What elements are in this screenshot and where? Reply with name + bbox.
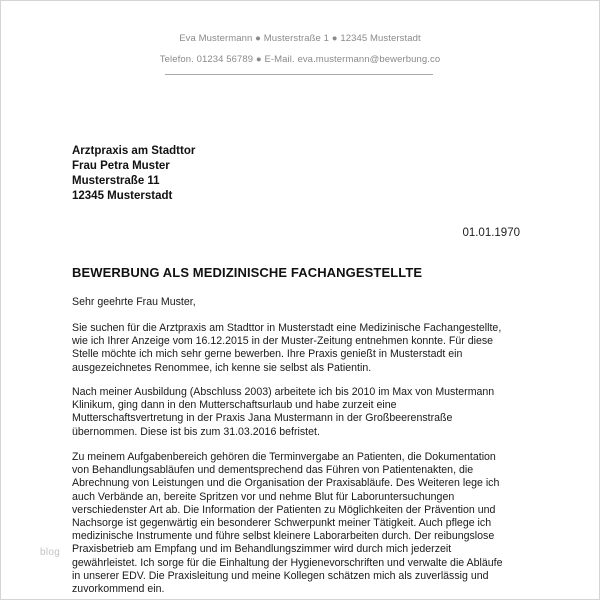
header-divider bbox=[165, 74, 433, 75]
text-line: wie ich Ihrer Anzeige vom 16.12.2015 in der Muster-Zeitung entnehmen konnte. Für diese bbox=[72, 335, 494, 348]
watermark: blog bbox=[40, 547, 61, 558]
text-line: gewährleistet. Ich sorge für die Einhaltung der Hygienevorschriften und verwalte die Abläufe bbox=[72, 556, 503, 569]
text-line: von Behandlungsabläufen und dementsprechend das Führen von Patientenakten, die bbox=[72, 464, 474, 477]
paragraph-tasks bbox=[72, 451, 542, 596]
sender-contact-line: Telefon. 01234 56789 ● E-Mail. eva.mustermann@bewerbung.co bbox=[159, 54, 441, 65]
letter-subject: BEWERBUNG ALS MEDIZINISCHE FACHANGESTELLTE bbox=[72, 265, 423, 280]
recipient-line: 12345 Musterstadt bbox=[72, 190, 173, 202]
text-line: zuvorkommend ein. bbox=[72, 583, 165, 596]
text-line: Klinikum, ging dann in den Mutterschaftsurlaub und habe zurzeit eine bbox=[72, 399, 397, 412]
recipient-line: Musterstraße 11 bbox=[72, 175, 160, 187]
text-line: Praxisbetrieb am Empfang und im Behandlungszimmer wird durch mich jederzeit bbox=[72, 543, 452, 556]
text-line: Nachsorge ist gegenwärtig ein besonderer Schwerpunkt meiner Tätigkeit. Auch pflege ich bbox=[72, 517, 492, 530]
sender-address-line: Eva Mustermann ● Musterstraße 1 ● 12345 Musterstadt bbox=[179, 33, 421, 44]
recipient-address bbox=[72, 144, 195, 204]
text-line: auch Verbände an, bereite Spritzen vor und nehme Blut für Laboruntersuchungen bbox=[72, 490, 455, 503]
text-line: in unserer EDV. Die Praxisleitung und meine Kollegen schätzen mich als zuverlässig und bbox=[72, 569, 489, 582]
salutation: Sehr geehrte Frau Muster, bbox=[72, 296, 196, 308]
recipient-line: Arztpraxis am Stadttor bbox=[72, 145, 196, 157]
text-line: Sie suchen für die Arztpraxis am Stadttor in Musterstadt eine Medizinische Fachangestellte, bbox=[72, 322, 502, 334]
text-line: Stelle möchte ich mich sehr gerne bewerben. Ihre Praxis genießt in Musterstadt ein bbox=[72, 348, 463, 361]
text-line: übernommen. Diese ist bis zum 31.03.2016 befristet. bbox=[72, 425, 320, 438]
text-line: medizinische Instrumente und führe selbst kleinere Laborarbeiten durch. Der reibungslose bbox=[72, 530, 495, 543]
text-line: Zu meinem Aufgabenbereich gehören die Terminvergabe an Patienten, die Dokumentation bbox=[72, 451, 496, 463]
paragraph-experience bbox=[72, 386, 542, 439]
text-line: Abrechnung von Leistungen und die Organisation der Praxisabläufe. Des Weiteren lege ich bbox=[72, 477, 500, 490]
recipient-line: Frau Petra Muster bbox=[72, 160, 170, 172]
text-line: Nach meiner Ausbildung (Abschluss 2003) arbeitete ich bis 2010 im Max von Mustermann bbox=[72, 386, 495, 398]
text-line: verschiedenster Art ab. Die Information der Patienten zu Möglichkeiten der Prävention und bbox=[72, 503, 496, 516]
letter-date: 01.01.1970 bbox=[462, 227, 520, 239]
paragraph-intro bbox=[72, 322, 542, 375]
text-line: ausgezeichnetes Renommee, ich kenne sie selbst als Patientin. bbox=[72, 361, 372, 374]
text-line: Mutterschaftsvertretung in der Praxis Jana Mustermann in der Großbeerenstraße bbox=[72, 412, 453, 425]
